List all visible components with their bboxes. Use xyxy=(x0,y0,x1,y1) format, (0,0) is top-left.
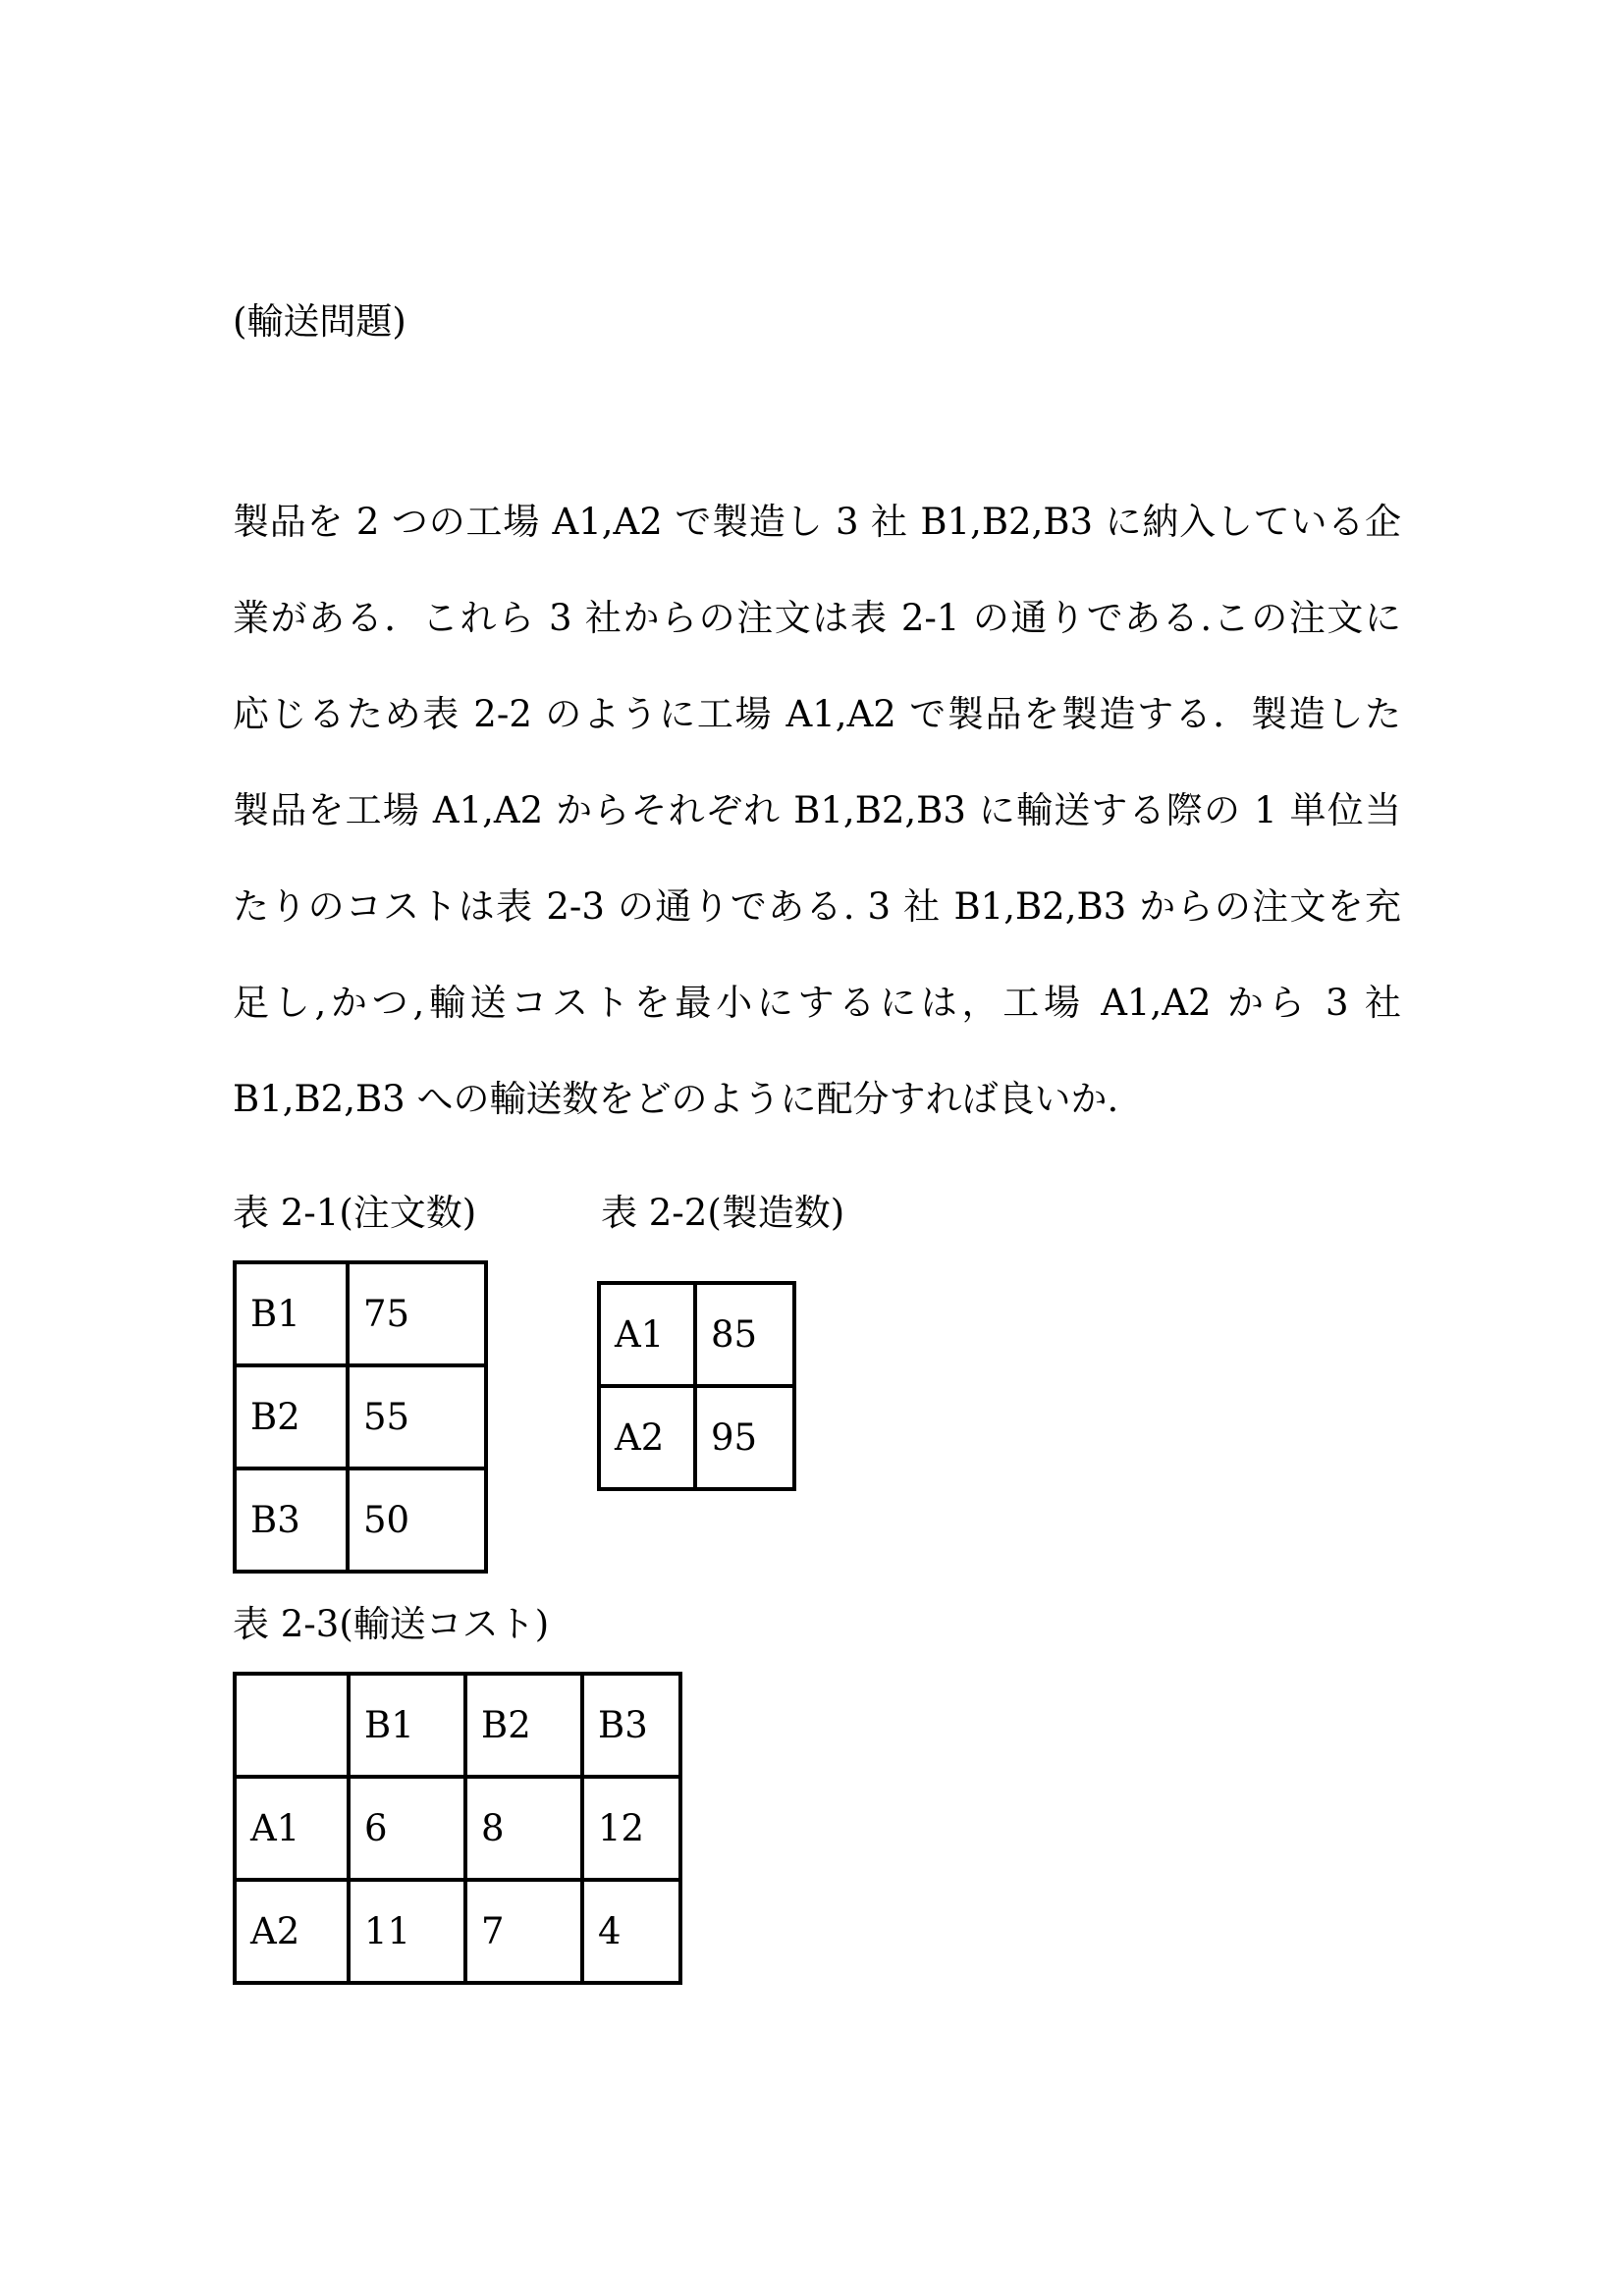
table-row xyxy=(235,1365,486,1468)
table-cell: A1 xyxy=(235,1777,349,1880)
table-cell: B2 xyxy=(235,1365,348,1468)
section-heading: (輸送問題) xyxy=(233,300,406,343)
table-row xyxy=(235,1262,486,1365)
paragraph-line-1: 製品を 2 つの工場 A1,A2 で製造し 3 社 B1,B2,B3 に納入している企 xyxy=(233,501,1401,543)
table-cell: 8 xyxy=(465,1777,582,1880)
table-cell: 6 xyxy=(349,1777,465,1880)
table-row xyxy=(235,1468,486,1572)
table-header-cell: B3 xyxy=(582,1674,680,1777)
table-cell: A2 xyxy=(599,1386,695,1489)
table-cell: 95 xyxy=(695,1386,794,1489)
table-header-cell: B1 xyxy=(349,1674,465,1777)
paragraph-line-4: 製品を工場 A1,A2 からそれぞれ B1,B2,B3 に輸送する際の 1 単位当 xyxy=(233,789,1401,831)
table-cell: 50 xyxy=(348,1468,486,1572)
table-cell: B3 xyxy=(235,1468,348,1572)
table-cell: 11 xyxy=(349,1880,465,1983)
paragraph-line-2: 業がある．これら 3 社からの注文は表 2-1 の通りである.この注文に xyxy=(233,597,1401,639)
table-cell: B1 xyxy=(235,1262,348,1365)
table-cell: A2 xyxy=(235,1880,349,1983)
table-row xyxy=(599,1283,794,1386)
paragraph-line-5: たりのコストは表 2-3 の通りである. 3 社 B1,B2,B3 からの注文を充 xyxy=(233,885,1401,928)
table-cell: 7 xyxy=(465,1880,582,1983)
table-cell: 85 xyxy=(695,1283,794,1386)
paragraph-line-6: 足し,かつ,輸送コストを最小にするには，工場 A1,A2 から 3 社 xyxy=(233,982,1401,1024)
table-2-1 xyxy=(233,1260,488,1574)
table-cell: 12 xyxy=(582,1777,680,1880)
table-header-row xyxy=(235,1674,680,1777)
table-cell: 75 xyxy=(348,1262,486,1365)
table-header-cell: B2 xyxy=(465,1674,582,1777)
table-2-3-caption: 表 2-3(輸送コスト) xyxy=(233,1603,550,1645)
table-cell: A1 xyxy=(599,1283,695,1386)
table-2-2-caption: 表 2-2(製造数) xyxy=(601,1192,845,1234)
table-row xyxy=(599,1386,794,1489)
table-row xyxy=(235,1777,680,1880)
table-cell: 55 xyxy=(348,1365,486,1468)
table-row xyxy=(235,1880,680,1983)
table-cell: 4 xyxy=(582,1880,680,1983)
table-2-3 xyxy=(233,1672,682,1985)
paragraph-line-3: 応じるため表 2-2 のように工場 A1,A2 で製品を製造する．製造した xyxy=(233,693,1401,735)
table-2-1-caption: 表 2-1(注文数) xyxy=(233,1192,477,1234)
table-2-2 xyxy=(597,1281,796,1491)
paragraph-line-7: B1,B2,B3 への輸送数をどのように配分すれば良いか. xyxy=(233,1078,1119,1120)
table-header-cell xyxy=(235,1674,349,1777)
